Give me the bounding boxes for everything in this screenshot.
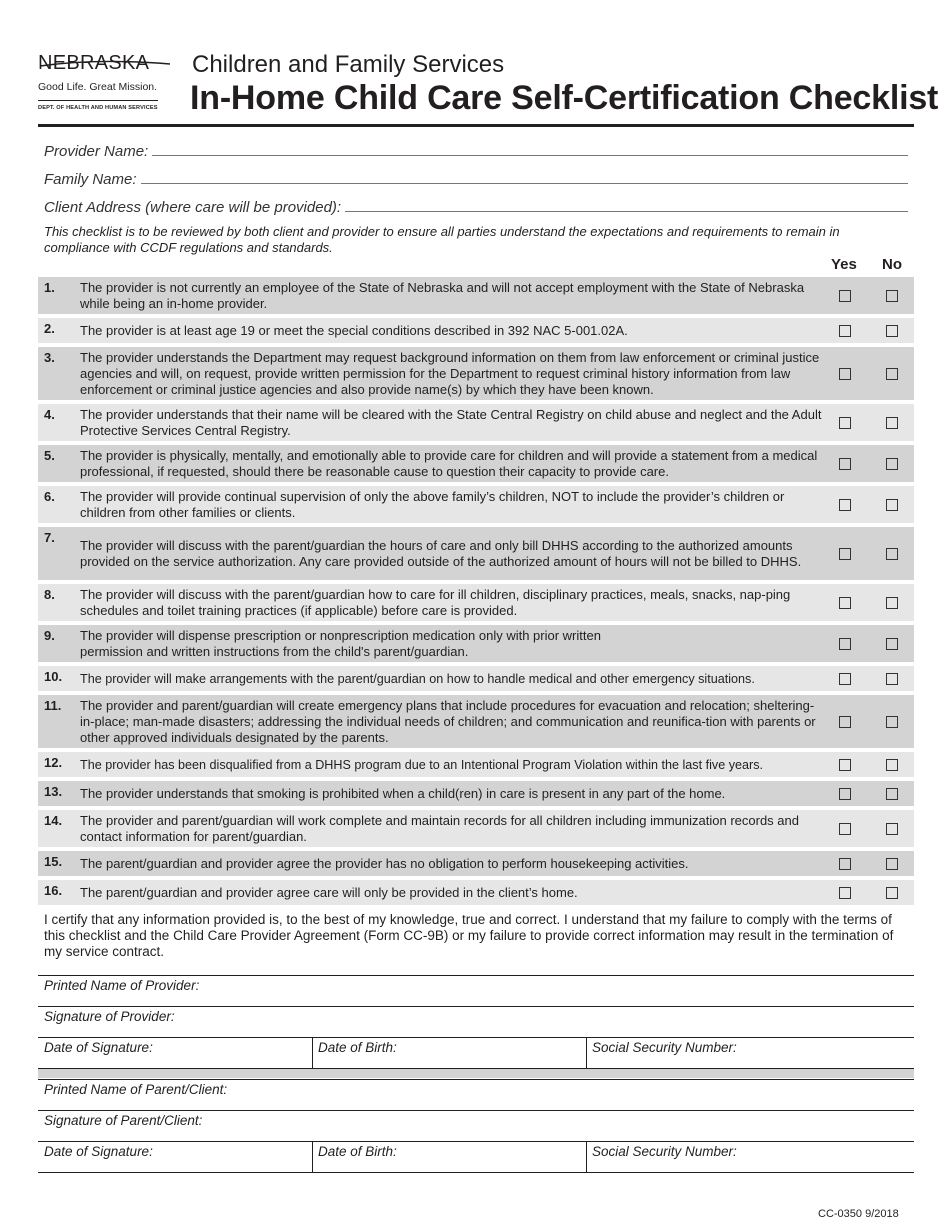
column-divider [312,1142,313,1173]
parent-signature-label: Signature of Parent/Client: [44,1113,203,1128]
item-text: The provider and parent/guardian will create emergency plans that include procedures for evacuation and relocation; sheltering-in-place; man-made disasters; addressing the individual needs of children; and communication and reunifica-tion with parents or other approved individuals designated by the parents. [80,697,816,745]
bottom-divider [38,1172,914,1173]
yes-checkbox[interactable] [839,716,851,728]
no-checkbox[interactable] [886,823,898,835]
yes-checkbox[interactable] [839,673,851,685]
provider-name-line[interactable] [152,155,908,156]
no-checkbox[interactable] [886,548,898,560]
item-text: The provider understands that their name will be cleared with the State Central Registry on child abuse and neglect and the Adult Protective Services Central Registry. [80,406,822,438]
logo-tagline: Good Life. Great Mission. [38,81,158,93]
logo-department: DEPT. OF HEALTH AND HUMAN SERVICES [38,100,158,111]
item-number: 1. [44,280,55,295]
checklist-row [38,584,914,621]
checklist-row [38,404,914,441]
no-checkbox[interactable] [886,716,898,728]
provider-dates-row [38,1037,914,1068]
yes-checkbox[interactable] [839,499,851,511]
item-text: The provider is at least age 19 or meet the special conditions described in 392 NAC 5-001.02A. [80,322,628,338]
certification-statement: I certify that any information provided is, to the best of my knowledge, true and correct. I understand that my failure to comply with the terms of this checklist and the Child Care Provider Agreement (Form CC-9B) or my failure to provide correct information may result in the termination of my service contract. [44,912,894,959]
item-number: 11. [44,698,62,713]
no-checkbox[interactable] [886,458,898,470]
item-number: 2. [44,321,55,336]
checklist-row [38,347,914,400]
column-divider [586,1142,587,1173]
item-text: The provider will discuss with the parent/guardian how to care for ill children, disciplinary practices, meals, snacks, nap-ping schedules and toilet training practices (if applicable) before care is provided. [80,586,791,618]
item-number: 9. [44,628,55,643]
item-text: The provider is physically, mentally, and emotionally able to provide care for children and will provide a statement from a medical professional, if requested, should there be reasonable cause to question their capacity to provide care. [80,447,818,479]
client-address-field[interactable] [44,194,908,216]
intro-text: This checklist is to be reviewed by both client and provider to ensure all parties understand the expectations and requirements to remain in compliance with CCDF regulations and standards. [44,224,840,255]
checklist-row [38,695,914,748]
checklist-row [38,880,914,905]
yes-checkbox[interactable] [839,788,851,800]
header-divider [38,124,914,127]
nebraska-dhhs-logo [38,52,174,118]
checklist-row [38,527,914,580]
page-title: In-Home Child Care Self-Certification Checklist [190,79,939,117]
yes-checkbox[interactable] [839,759,851,771]
item-number: 16. [44,883,63,898]
provider-signature-label: Signature of Provider: [44,1009,175,1024]
parent-ssn-label[interactable]: Social Security Number: [592,1144,737,1159]
no-checkbox[interactable] [886,887,898,899]
yes-checkbox[interactable] [839,368,851,380]
no-checkbox[interactable] [886,290,898,302]
provider-signature-field[interactable] [38,1006,914,1037]
item-text: The provider is not currently an employee of the State of Nebraska and will not accept employment with the State of Nebraska while being an in-home provider. [80,279,805,311]
checklist-row [38,752,914,777]
checklist-row [38,781,914,806]
item-text: The provider will dispense prescription or nonprescription medication only with prior written permission and written instructions from the child's parent/guardian. [80,627,601,659]
checklist-row [38,277,914,314]
parent-dates-row [38,1141,914,1172]
family-name-label: Family Name: [44,171,137,188]
checklist-row [38,810,914,847]
yes-checkbox[interactable] [839,417,851,429]
provider-ssn-label[interactable]: Social Security Number: [592,1040,737,1055]
yes-checkbox[interactable] [839,458,851,470]
item-number: 12. [44,755,63,770]
parent-signature-field[interactable] [38,1110,914,1141]
item-number: 8. [44,587,55,602]
no-checkbox[interactable] [886,673,898,685]
column-divider [586,1038,587,1069]
checklist-row [38,486,914,523]
provider-name-label: Provider Name: [44,143,149,160]
provider-printed-name-field[interactable] [38,975,914,1006]
checklist-row [38,318,914,343]
item-text: The parent/guardian and provider agree the provider has no obligation to perform housekeeping activities. [80,855,689,871]
item-number: 5. [44,448,55,463]
family-name-field[interactable] [44,166,908,188]
no-checkbox[interactable] [886,368,898,380]
parent-printed-name-field[interactable] [38,1079,914,1110]
yes-checkbox[interactable] [839,858,851,870]
logo-wordmark: NEBRASKA [38,52,150,74]
provider-printed-name-label: Printed Name of Provider: [44,978,200,993]
no-checkbox[interactable] [886,638,898,650]
item-number: 13. [44,784,63,799]
yes-checkbox[interactable] [839,290,851,302]
no-checkbox[interactable] [886,858,898,870]
item-number: 7. [44,530,55,545]
yes-checkbox[interactable] [839,548,851,560]
item-number: 14. [44,813,63,828]
item-number: 4. [44,407,55,422]
section-separator [38,1068,914,1078]
checklist-row [38,625,914,662]
item-text: The provider will provide continual supervision of only the above family’s children, NOT to include the provider’s children or children from other families or clients. [80,488,785,520]
family-name-line[interactable] [141,183,908,184]
item-text: The provider will discuss with the parent/guardian the hours of care and only bill DHHS according to the authorized amounts provided on the service authorization. Any care provided outside of the authorized amount of hours will not be billed to DHHS. [80,537,802,569]
no-column-header: No [882,256,902,273]
item-text: The provider and parent/guardian will work complete and maintain records for all children including immunization records and contact information for parent/guardian. [80,812,799,844]
header-subtitle: Children and Family Services [192,51,505,78]
no-checkbox[interactable] [886,788,898,800]
item-text: The parent/guardian and provider agree care will only be provided in the client’s home. [80,884,578,900]
item-text: The provider will make arrangements with the parent/guardian on how to handle medical and other emergency situations. [80,671,755,686]
yes-checkbox[interactable] [839,325,851,337]
item-number: 3. [44,350,55,365]
item-number: 15. [44,854,63,869]
yes-checkbox[interactable] [839,823,851,835]
yes-checkbox[interactable] [839,638,851,650]
provider-date-of-birth-label[interactable]: Date of Birth: [318,1040,397,1055]
parent-date-of-signature-label[interactable]: Date of Signature: [44,1144,153,1159]
checklist [38,277,914,909]
provider-name-field[interactable] [44,138,908,160]
no-checkbox[interactable] [886,499,898,511]
parent-date-of-birth-label[interactable]: Date of Birth: [318,1144,397,1159]
parent-printed-name-label: Printed Name of Parent/Client: [44,1082,228,1097]
client-address-line[interactable] [345,211,908,212]
no-checkbox[interactable] [886,417,898,429]
checklist-row [38,851,914,876]
item-text: The provider understands that smoking is prohibited when a child(ren) in care is present in any part of the home. [80,785,726,801]
checklist-row [38,445,914,482]
no-checkbox[interactable] [886,759,898,771]
yes-checkbox[interactable] [839,597,851,609]
column-divider [312,1038,313,1069]
client-address-label: Client Address (where care will be provided): [44,199,342,216]
yes-column-header: Yes [831,256,857,273]
checklist-row [38,666,914,691]
item-number: 6. [44,489,55,504]
no-checkbox[interactable] [886,597,898,609]
item-text: The provider understands the Department may request background information on them from law enforcement or criminal justice agencies and will, on request, provide written permission for the Department to request criminal history information from law enforcement or criminal justice agencies and also provide name(s) by which they have been known. [80,349,820,397]
form-number: CC-0350 9/2018 [818,1208,899,1220]
item-text: The provider has been disqualified from a DHHS program due to an Intentional Program Violation within the last five years. [80,757,763,772]
no-checkbox[interactable] [886,325,898,337]
provider-date-of-signature-label[interactable]: Date of Signature: [44,1040,153,1055]
item-number: 10. [44,669,63,684]
yes-checkbox[interactable] [839,887,851,899]
